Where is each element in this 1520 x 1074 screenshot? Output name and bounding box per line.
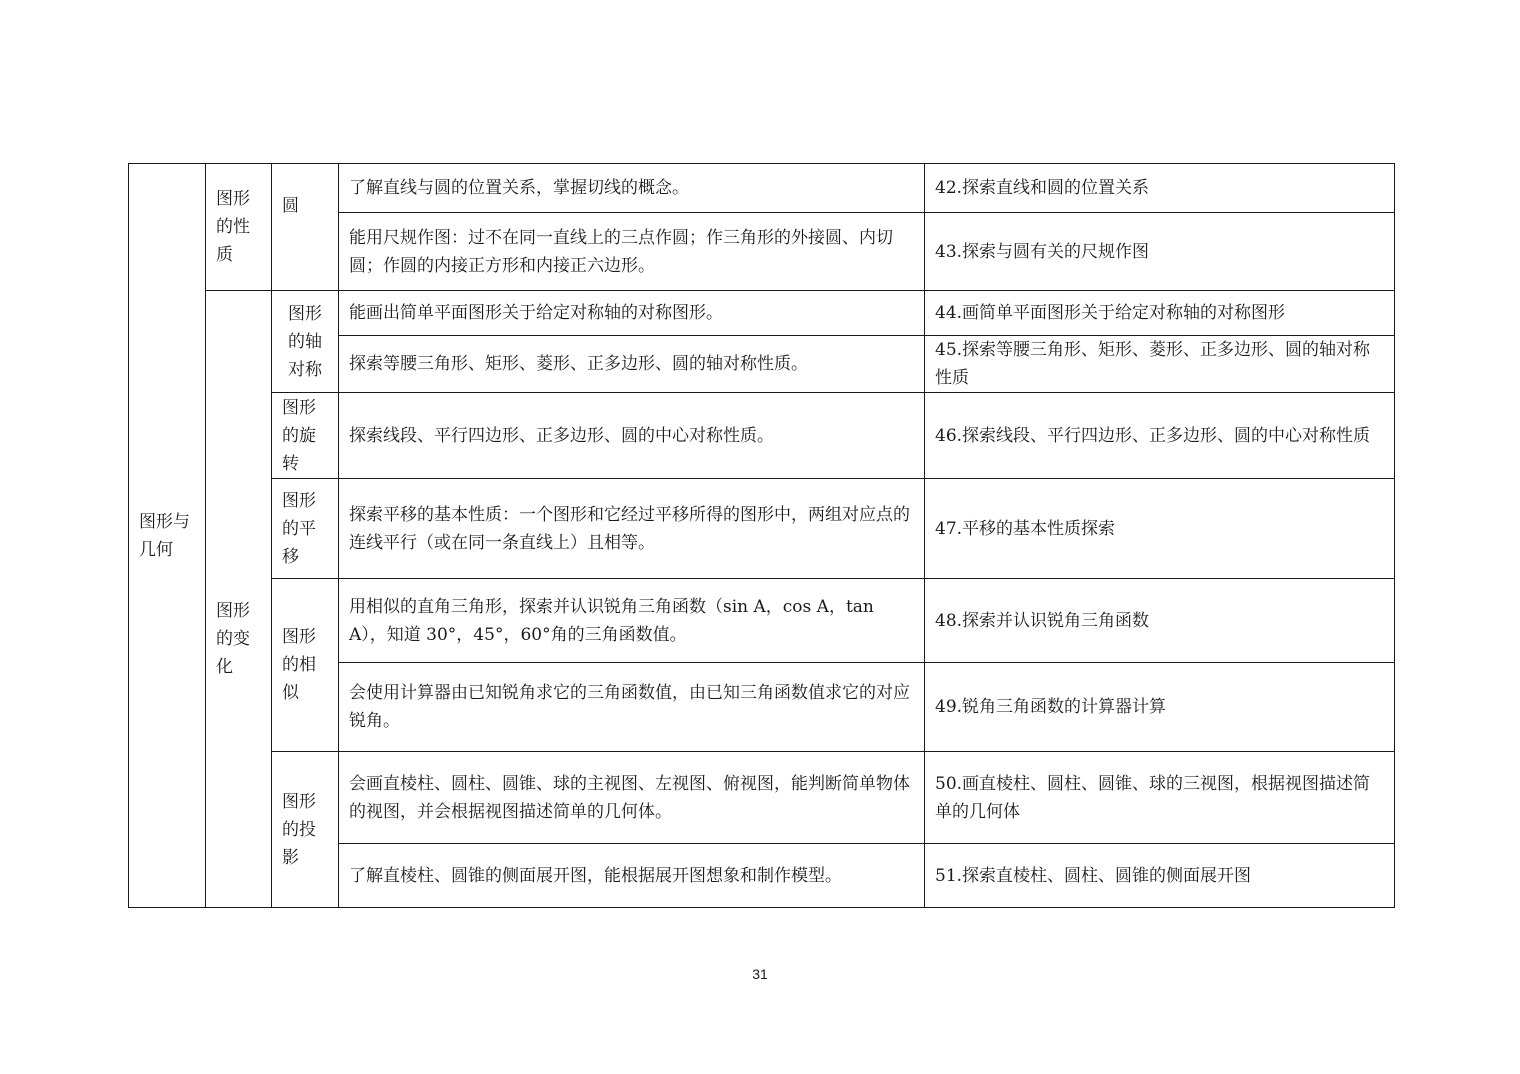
- activity-cell: 44.画简单平面图形关于给定对称轴的对称图形: [925, 291, 1395, 336]
- table-row: [129, 393, 1395, 479]
- table-row: [129, 579, 1395, 663]
- activity-cell: 42.探索直线和圆的位置关系: [925, 164, 1395, 213]
- requirement-cell: 会画直棱柱、圆柱、圆锥、球的主视图、左视图、俯视图，能判断简单物体的视图，并会根据视图描述简单的几何体。: [339, 752, 925, 844]
- requirement-cell: 用相似的直角三角形，探索并认识锐角三角函数（sin A，cos A，tan A），知道 30°，45°，60°角的三角函数值。: [339, 579, 925, 663]
- activity-cell: 45.探索等腰三角形、矩形、菱形、正多边形、圆的轴对称性质: [925, 336, 1395, 393]
- topic-cell-similarity: 图形的相似: [272, 579, 339, 752]
- requirement-cell: 会使用计算器由已知锐角求它的三角函数值，由已知三角函数值求它的对应锐角。: [339, 663, 925, 752]
- activity-cell: 51.探索直棱柱、圆柱、圆锥的侧面展开图: [925, 844, 1395, 908]
- requirement-cell: 了解直线与圆的位置关系，掌握切线的概念。: [339, 164, 925, 213]
- table-row: [129, 752, 1395, 844]
- section-cell-properties: 图形的性质: [206, 164, 272, 291]
- activity-cell: 48.探索并认识锐角三角函数: [925, 579, 1395, 663]
- requirement-cell: 能用尺规作图：过不在同一直线上的三点作圆；作三角形的外接圆、内切圆；作圆的内接正方形和内接正六边形。: [339, 213, 925, 291]
- activity-cell: 47.平移的基本性质探索: [925, 479, 1395, 579]
- topic-cell-circle: 圆: [272, 164, 339, 291]
- requirement-cell: 了解直棱柱、圆锥的侧面展开图，能根据展开图想象和制作模型。: [339, 844, 925, 908]
- section-cell-transform: 图形的变化: [206, 291, 272, 908]
- category-cell: 图形与几何: [129, 164, 206, 908]
- activity-cell: 49.锐角三角函数的计算器计算: [925, 663, 1395, 752]
- requirement-cell: 探索等腰三角形、矩形、菱形、正多边形、圆的轴对称性质。: [339, 336, 925, 393]
- table-row: [129, 291, 1395, 336]
- curriculum-table: [128, 163, 1395, 908]
- table-row: [129, 164, 1395, 213]
- table-row: [129, 479, 1395, 579]
- topic-cell-axial: 图形的轴对称: [272, 291, 339, 393]
- topic-cell-rotation: 图形的旋转: [272, 393, 339, 479]
- page-number: 31: [752, 966, 768, 982]
- activity-cell: 43.探索与圆有关的尺规作图: [925, 213, 1395, 291]
- topic-cell-translation: 图形的平移: [272, 479, 339, 579]
- requirement-cell: 能画出简单平面图形关于给定对称轴的对称图形。: [339, 291, 925, 336]
- topic-cell-projection: 图形的投影: [272, 752, 339, 908]
- requirement-cell: 探索平移的基本性质：一个图形和它经过平移所得的图形中，两组对应点的连线平行（或在同一条直线上）且相等。: [339, 479, 925, 579]
- activity-cell: 50.画直棱柱、圆柱、圆锥、球的三视图，根据视图描述简单的几何体: [925, 752, 1395, 844]
- requirement-cell: 探索线段、平行四边形、正多边形、圆的中心对称性质。: [339, 393, 925, 479]
- activity-cell: 46.探索线段、平行四边形、正多边形、圆的中心对称性质: [925, 393, 1395, 479]
